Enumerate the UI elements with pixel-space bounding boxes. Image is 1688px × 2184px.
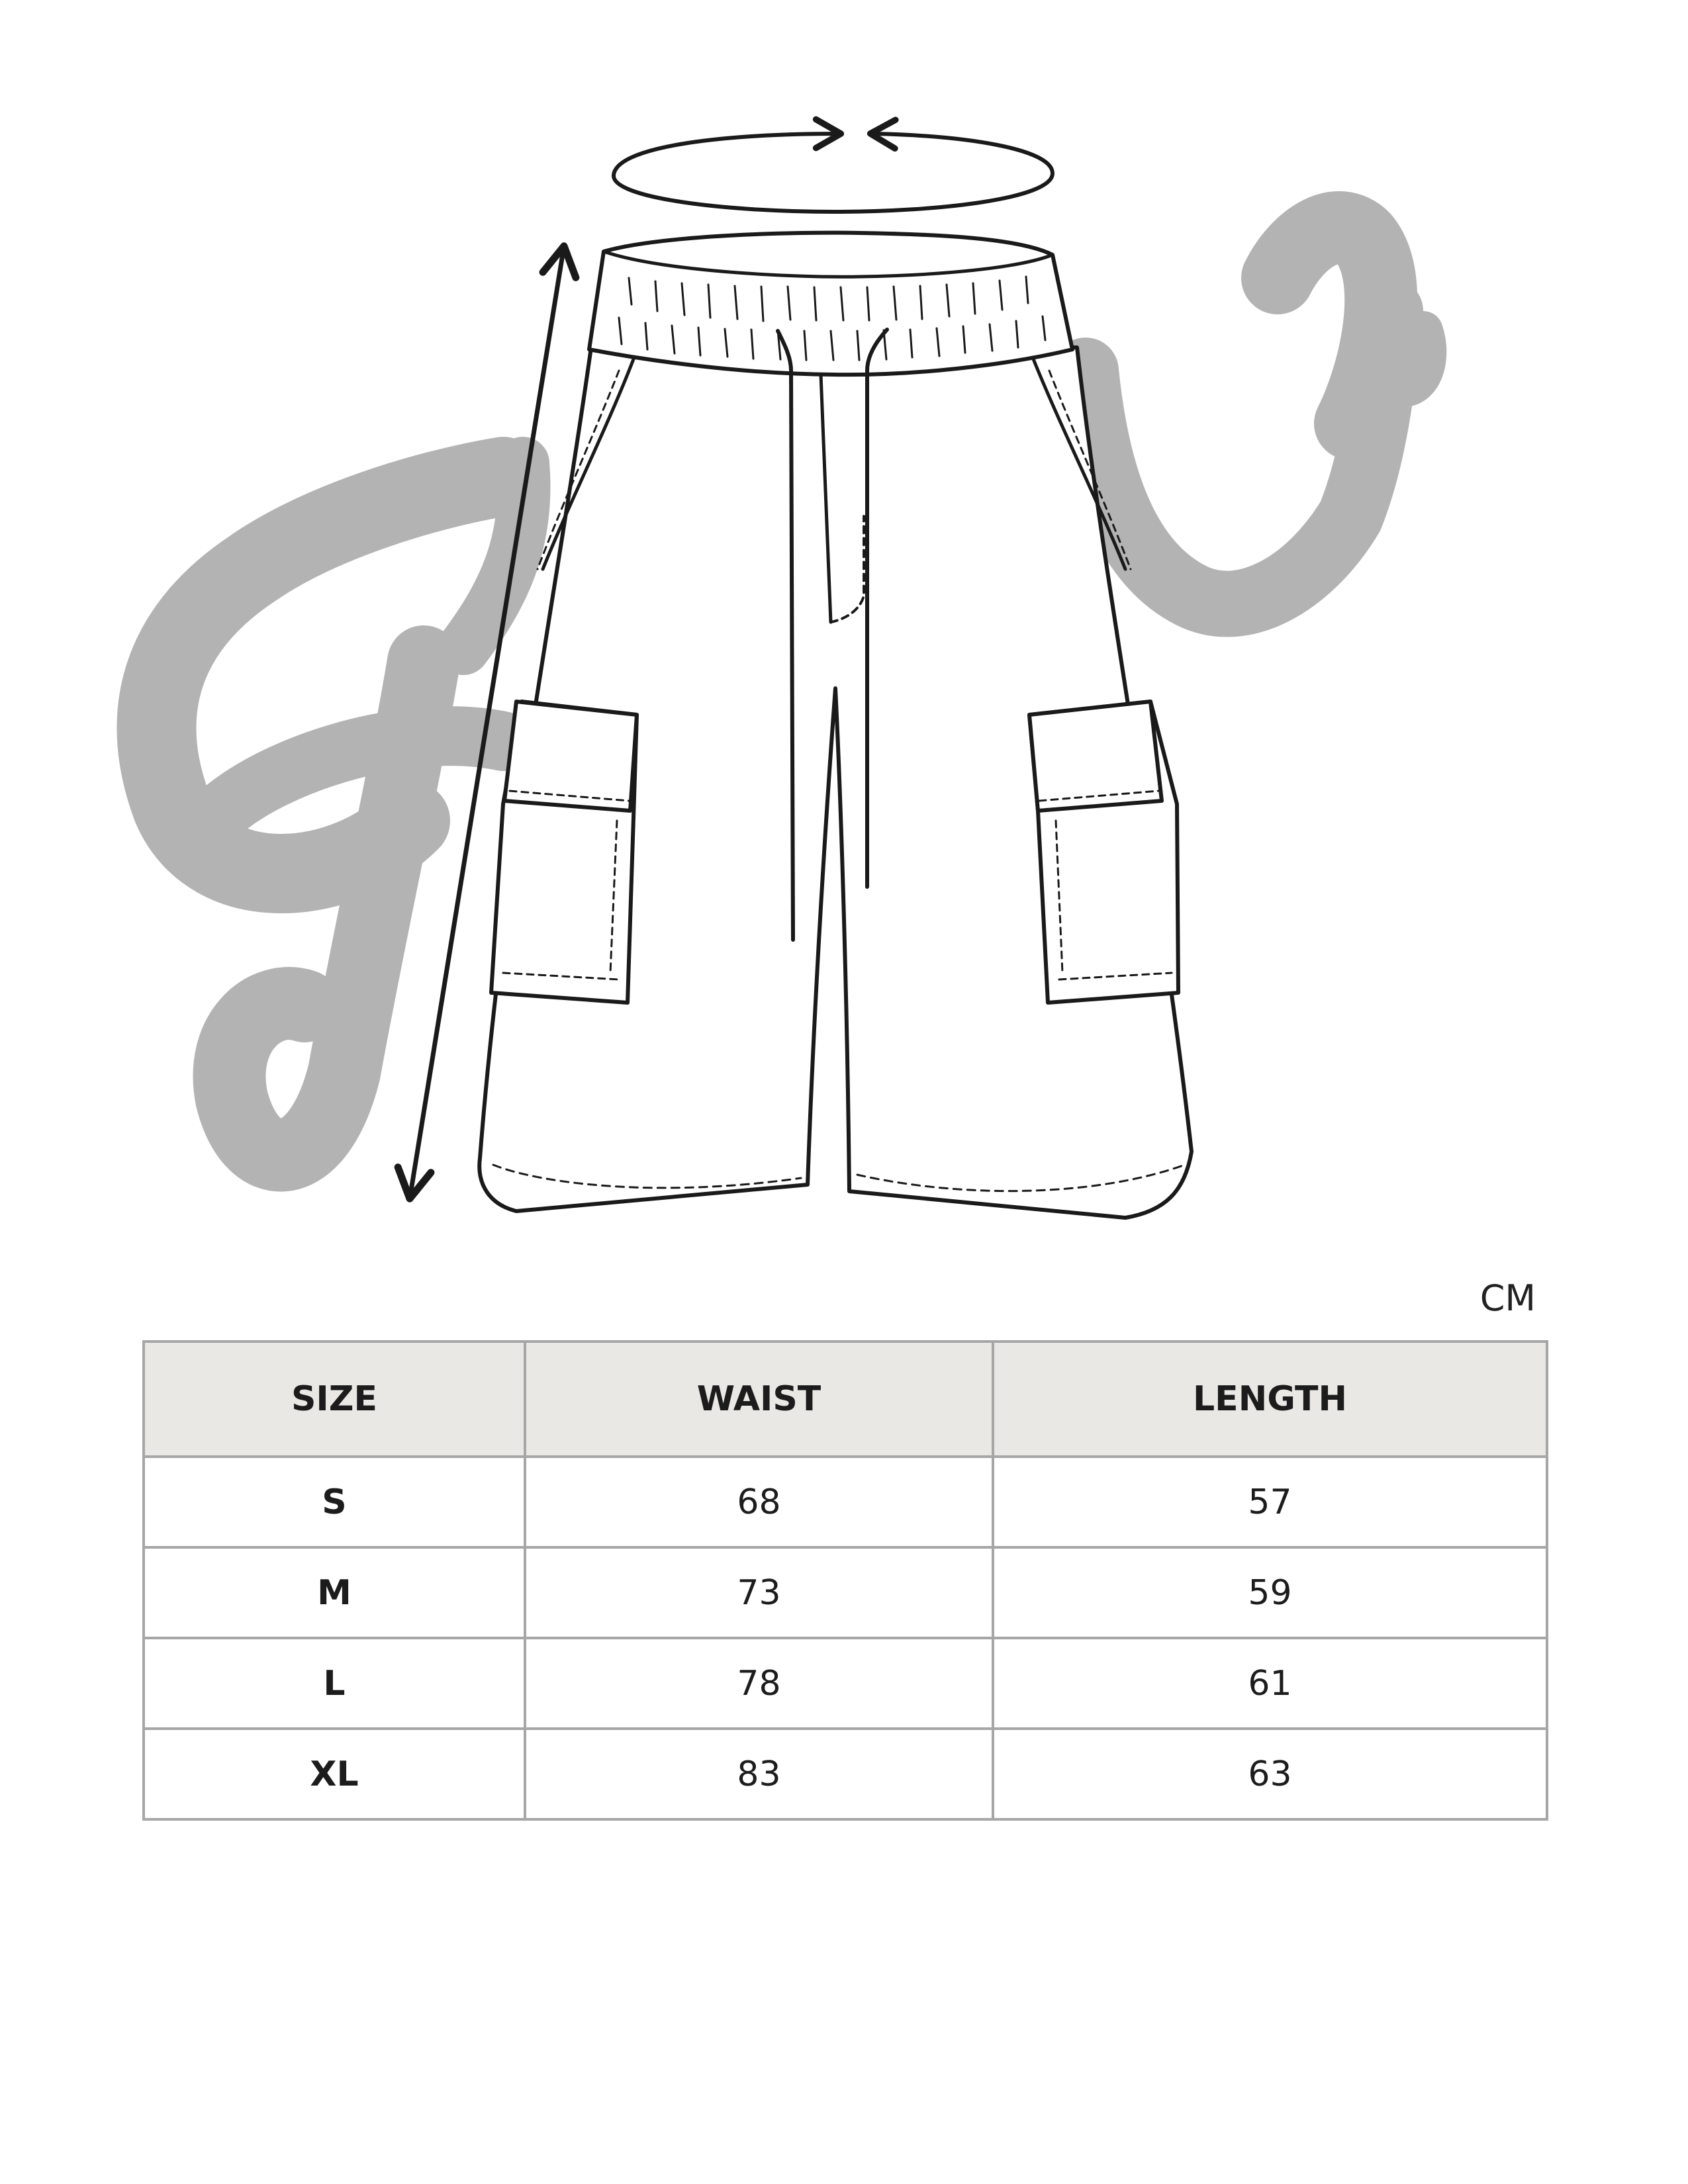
table-row bbox=[144, 1547, 1547, 1638]
waist-cell: 73 bbox=[525, 1547, 993, 1638]
size-cell: XL bbox=[144, 1729, 525, 1819]
size-cell: S bbox=[144, 1457, 525, 1547]
length-cell: 61 bbox=[993, 1638, 1547, 1729]
table-header-row bbox=[144, 1342, 1547, 1457]
length-cell: 57 bbox=[993, 1457, 1547, 1547]
waist-cell: 83 bbox=[525, 1729, 993, 1819]
size-table bbox=[142, 1340, 1548, 1821]
circular-arrow-icon bbox=[614, 134, 1053, 212]
waist-cell: 68 bbox=[525, 1457, 993, 1547]
length-cell: 59 bbox=[993, 1547, 1547, 1638]
table-row bbox=[144, 1457, 1547, 1547]
size-cell: M bbox=[144, 1547, 525, 1638]
size-cell: L bbox=[144, 1638, 525, 1729]
header-waist: WAIST bbox=[525, 1342, 993, 1457]
header-size: SIZE bbox=[144, 1342, 525, 1457]
table-row bbox=[144, 1729, 1547, 1819]
table-row bbox=[144, 1638, 1547, 1729]
unit-label: CM bbox=[1479, 1277, 1536, 1319]
waist-cell: 78 bbox=[525, 1638, 993, 1729]
header-length: LENGTH bbox=[993, 1342, 1547, 1457]
length-cell: 63 bbox=[993, 1729, 1547, 1819]
